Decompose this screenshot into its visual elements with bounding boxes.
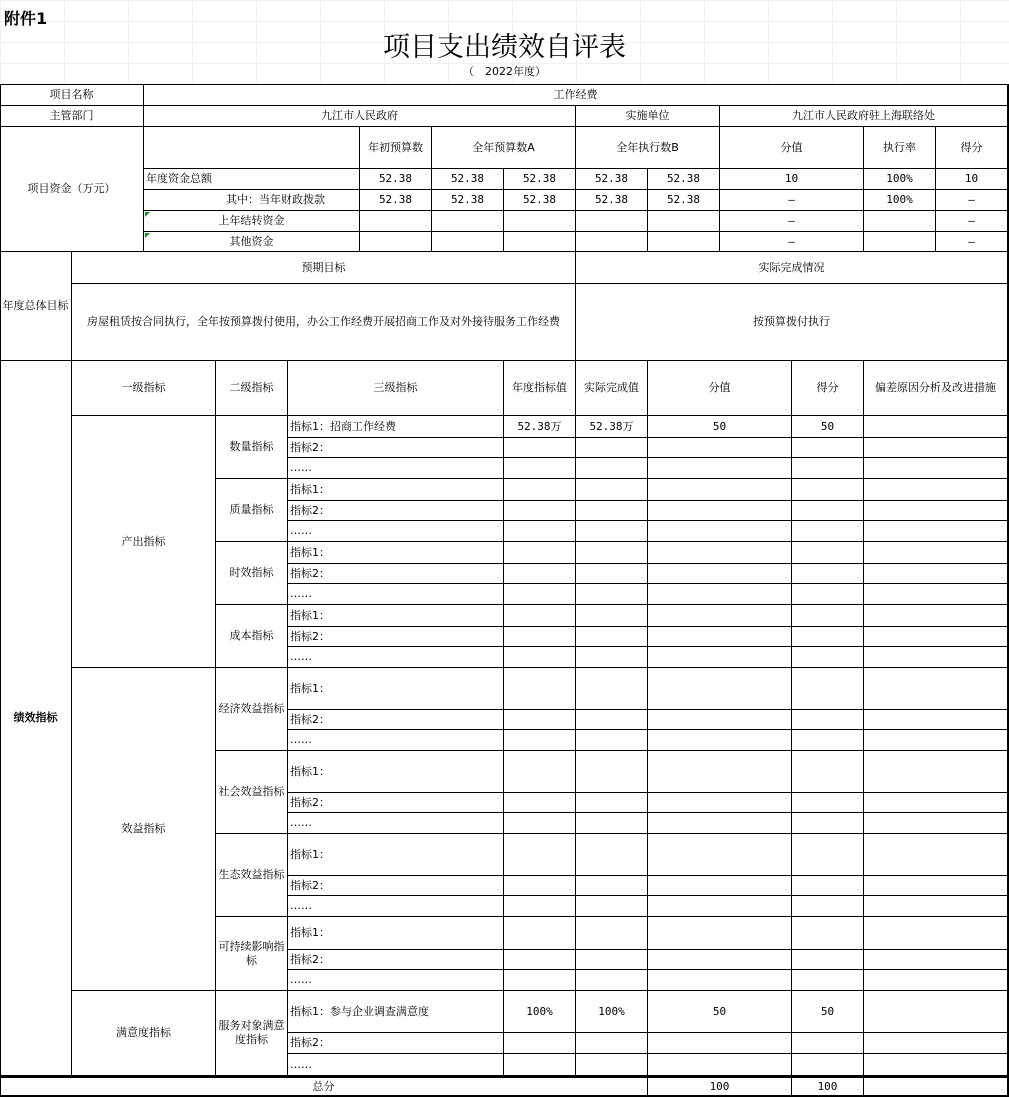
funds-score[interactable]: — bbox=[936, 232, 1008, 252]
indicator-score[interactable] bbox=[792, 501, 864, 521]
funds-score[interactable]: — bbox=[936, 190, 1008, 211]
indicator-deviation[interactable] bbox=[864, 1033, 1008, 1054]
project-name-value[interactable]: 工作经费 bbox=[144, 85, 1008, 106]
indicator-target[interactable] bbox=[504, 710, 576, 730]
level2-4[interactable]: 经济效益指标 bbox=[216, 668, 288, 751]
indicator-name[interactable]: 指标1： bbox=[288, 605, 504, 627]
indicator-deviation[interactable] bbox=[864, 627, 1008, 647]
level2-6[interactable]: 生态效益指标 bbox=[216, 834, 288, 917]
indicator-score[interactable] bbox=[792, 917, 864, 950]
indicator-deviation[interactable] bbox=[864, 876, 1008, 896]
perf-header-4[interactable]: 实际完成值 bbox=[576, 361, 648, 416]
indicator-actual[interactable] bbox=[576, 458, 648, 479]
indicator-deviation[interactable] bbox=[864, 521, 1008, 542]
funds-a1[interactable] bbox=[432, 232, 504, 252]
indicator-value[interactable]: 50 bbox=[648, 991, 792, 1033]
indicator-score[interactable] bbox=[792, 1054, 864, 1076]
indicator-name[interactable]: 指标2： bbox=[288, 1033, 504, 1054]
indicator-value[interactable] bbox=[648, 730, 792, 751]
total-blank[interactable] bbox=[864, 1076, 1008, 1096]
indicator-deviation[interactable] bbox=[864, 896, 1008, 917]
indicator-score[interactable] bbox=[792, 896, 864, 917]
indicator-value[interactable] bbox=[648, 501, 792, 521]
indicator-name[interactable]: 指标1： bbox=[288, 542, 504, 564]
indicator-target[interactable] bbox=[504, 793, 576, 813]
indicator-value[interactable] bbox=[648, 970, 792, 991]
indicator-value[interactable] bbox=[648, 917, 792, 950]
impl-value[interactable]: 九江市人民政府驻上海联络处 bbox=[720, 106, 1008, 127]
level2-0[interactable]: 数量指标 bbox=[216, 416, 288, 479]
level2-3[interactable]: 成本指标 bbox=[216, 605, 288, 668]
indicator-value[interactable] bbox=[648, 458, 792, 479]
indicator-deviation[interactable] bbox=[864, 564, 1008, 584]
indicator-actual[interactable] bbox=[576, 501, 648, 521]
indicator-value[interactable] bbox=[648, 605, 792, 627]
indicator-name[interactable]: …… bbox=[288, 1054, 504, 1076]
cell-note-marker bbox=[145, 233, 150, 238]
indicator-deviation[interactable] bbox=[864, 1054, 1008, 1076]
funds-header-score[interactable]: 得分 bbox=[936, 127, 1008, 169]
indicator-value[interactable] bbox=[648, 542, 792, 564]
funds-score-value[interactable]: 10 bbox=[720, 169, 864, 190]
level2-7[interactable]: 可持续影响指标 bbox=[216, 917, 288, 991]
indicator-score[interactable] bbox=[792, 542, 864, 564]
indicator-name[interactable]: 指标1： bbox=[288, 834, 504, 876]
funds-initial[interactable]: 52.38 bbox=[360, 190, 432, 211]
funds-a1[interactable] bbox=[432, 211, 504, 232]
funds-score-value[interactable]: — bbox=[720, 211, 864, 232]
expected-goal-text[interactable]: 房屋租赁按合同执行，全年按预算拨付使用，办公工作经费开展招商工作及对外接待服务工作经费 bbox=[72, 284, 576, 361]
indicator-deviation[interactable] bbox=[864, 584, 1008, 605]
indicator-score[interactable] bbox=[792, 793, 864, 813]
indicator-deviation[interactable] bbox=[864, 751, 1008, 793]
indicator-value[interactable] bbox=[648, 834, 792, 876]
indicator-score[interactable] bbox=[792, 438, 864, 458]
indicator-deviation[interactable] bbox=[864, 501, 1008, 521]
funds-b1[interactable] bbox=[576, 211, 648, 232]
indicator-name[interactable]: …… bbox=[288, 730, 504, 751]
funds-score[interactable]: — bbox=[936, 211, 1008, 232]
indicator-target[interactable] bbox=[504, 1054, 576, 1076]
funds-score[interactable]: 10 bbox=[936, 169, 1008, 190]
indicator-target[interactable] bbox=[504, 1033, 576, 1054]
indicator-target[interactable] bbox=[504, 458, 576, 479]
indicator-name[interactable]: 指标1：招商工作经费 bbox=[288, 416, 504, 438]
indicator-deviation[interactable] bbox=[864, 479, 1008, 501]
indicator-value[interactable]: 50 bbox=[648, 416, 792, 438]
indicator-value[interactable] bbox=[648, 1054, 792, 1076]
indicator-actual[interactable]: 52.38万 bbox=[576, 416, 648, 438]
indicator-name[interactable]: 指标2： bbox=[288, 564, 504, 584]
indicator-score[interactable]: 50 bbox=[792, 416, 864, 438]
indicator-value[interactable] bbox=[648, 668, 792, 710]
indicator-score[interactable] bbox=[792, 834, 864, 876]
level1-output[interactable]: 产出指标 bbox=[72, 416, 216, 668]
funds-rate[interactable] bbox=[864, 232, 936, 252]
indicator-value[interactable] bbox=[648, 479, 792, 501]
indicator-target[interactable] bbox=[504, 876, 576, 896]
indicator-actual[interactable] bbox=[576, 710, 648, 730]
indicator-actual[interactable] bbox=[576, 605, 648, 627]
indicator-name[interactable]: 指标2： bbox=[288, 710, 504, 730]
funds-label[interactable]: 项目资金（万元） bbox=[0, 127, 144, 252]
indicator-name[interactable]: 指标2： bbox=[288, 793, 504, 813]
indicator-actual[interactable] bbox=[576, 876, 648, 896]
indicator-deviation[interactable] bbox=[864, 438, 1008, 458]
indicator-deviation[interactable] bbox=[864, 542, 1008, 564]
indicator-target[interactable] bbox=[504, 605, 576, 627]
indicator-score[interactable] bbox=[792, 1033, 864, 1054]
indicator-score[interactable] bbox=[792, 950, 864, 970]
funds-header-initial[interactable]: 年初预算数 bbox=[360, 127, 432, 169]
indicator-actual[interactable] bbox=[576, 970, 648, 991]
indicator-value[interactable] bbox=[648, 710, 792, 730]
indicator-name[interactable]: 指标2： bbox=[288, 950, 504, 970]
indicator-value[interactable] bbox=[648, 1033, 792, 1054]
indicator-name[interactable]: …… bbox=[288, 458, 504, 479]
funds-a1[interactable]: 52.38 bbox=[432, 190, 504, 211]
indicator-score[interactable] bbox=[792, 605, 864, 627]
funds-initial[interactable]: 52.38 bbox=[360, 169, 432, 190]
indicator-deviation[interactable] bbox=[864, 647, 1008, 668]
indicator-deviation[interactable] bbox=[864, 710, 1008, 730]
funds-row-label[interactable]: 年度资金总额 bbox=[144, 169, 360, 190]
funds-score-value[interactable]: — bbox=[720, 232, 864, 252]
indicator-deviation[interactable] bbox=[864, 970, 1008, 991]
indicator-actual[interactable] bbox=[576, 542, 648, 564]
total-value[interactable]: 100 bbox=[648, 1076, 792, 1096]
indicator-name[interactable]: 指标2： bbox=[288, 876, 504, 896]
expected-goal-header[interactable]: 预期目标 bbox=[72, 252, 576, 284]
indicator-score[interactable] bbox=[792, 584, 864, 605]
indicator-deviation[interactable] bbox=[864, 917, 1008, 950]
indicator-name[interactable]: 指标1： bbox=[288, 668, 504, 710]
indicator-score[interactable] bbox=[792, 970, 864, 991]
indicator-actual[interactable] bbox=[576, 564, 648, 584]
indicator-target[interactable] bbox=[504, 438, 576, 458]
perf-header-5[interactable]: 分值 bbox=[648, 361, 792, 416]
indicator-score[interactable] bbox=[792, 627, 864, 647]
indicator-score[interactable] bbox=[792, 521, 864, 542]
indicator-actual[interactable] bbox=[576, 627, 648, 647]
indicator-name[interactable]: …… bbox=[288, 647, 504, 668]
indicator-score[interactable] bbox=[792, 647, 864, 668]
level1-satisfaction[interactable]: 满意度指标 bbox=[72, 991, 216, 1076]
indicator-value[interactable] bbox=[648, 793, 792, 813]
indicator-actual[interactable] bbox=[576, 668, 648, 710]
dept-value[interactable]: 九江市人民政府 bbox=[144, 106, 576, 127]
performance-label[interactable]: 绩效指标 bbox=[0, 361, 72, 1076]
indicator-score[interactable] bbox=[792, 564, 864, 584]
perf-header-2[interactable]: 三级指标 bbox=[288, 361, 504, 416]
indicator-score[interactable] bbox=[792, 813, 864, 834]
perf-header-3[interactable]: 年度指标值 bbox=[504, 361, 576, 416]
funds-b2[interactable]: 52.38 bbox=[648, 190, 720, 211]
indicator-value[interactable] bbox=[648, 896, 792, 917]
indicator-deviation[interactable] bbox=[864, 950, 1008, 970]
indicator-value[interactable] bbox=[648, 564, 792, 584]
funds-a2[interactable]: 52.38 bbox=[504, 190, 576, 211]
funds-b1[interactable]: 52.38 bbox=[576, 169, 648, 190]
level1-benefit[interactable]: 效益指标 bbox=[72, 668, 216, 991]
funds-header-blank[interactable] bbox=[144, 127, 360, 169]
funds-header-rate[interactable]: 执行率 bbox=[864, 127, 936, 169]
indicator-deviation[interactable] bbox=[864, 668, 1008, 710]
indicator-actual[interactable] bbox=[576, 896, 648, 917]
indicator-target[interactable] bbox=[504, 834, 576, 876]
level2-8[interactable]: 服务对象满意度指标 bbox=[216, 991, 288, 1076]
indicator-name[interactable]: 指标2： bbox=[288, 501, 504, 521]
level2-2[interactable]: 时效指标 bbox=[216, 542, 288, 605]
indicator-target[interactable] bbox=[504, 627, 576, 647]
indicator-score[interactable] bbox=[792, 876, 864, 896]
funds-score-value[interactable]: — bbox=[720, 190, 864, 211]
attachment-label: 附件1 bbox=[4, 9, 48, 28]
indicator-actual[interactable] bbox=[576, 647, 648, 668]
funds-b2[interactable] bbox=[648, 232, 720, 252]
funds-initial[interactable] bbox=[360, 211, 432, 232]
funds-row-label[interactable]: 上年结转资金 bbox=[144, 211, 360, 232]
indicator-deviation[interactable] bbox=[864, 416, 1008, 438]
funds-b1[interactable]: 52.38 bbox=[576, 190, 648, 211]
indicator-score[interactable] bbox=[792, 710, 864, 730]
perf-header-1[interactable]: 二级指标 bbox=[216, 361, 288, 416]
indicator-target[interactable] bbox=[504, 647, 576, 668]
indicator-actual[interactable] bbox=[576, 1054, 648, 1076]
funds-initial[interactable] bbox=[360, 232, 432, 252]
perf-header-0[interactable]: 一级指标 bbox=[72, 361, 216, 416]
indicator-target[interactable] bbox=[504, 564, 576, 584]
funds-a2[interactable] bbox=[504, 232, 576, 252]
indicator-target[interactable]: 52.38万 bbox=[504, 416, 576, 438]
indicator-score[interactable] bbox=[792, 730, 864, 751]
indicator-name[interactable]: 指标2： bbox=[288, 438, 504, 458]
funds-a2[interactable]: 52.38 bbox=[504, 169, 576, 190]
indicator-target[interactable] bbox=[504, 917, 576, 950]
indicator-deviation[interactable] bbox=[864, 813, 1008, 834]
indicator-target[interactable] bbox=[504, 542, 576, 564]
funds-rate[interactable] bbox=[864, 211, 936, 232]
indicator-deviation[interactable] bbox=[864, 458, 1008, 479]
indicator-target[interactable] bbox=[504, 479, 576, 501]
perf-header-6[interactable]: 得分 bbox=[792, 361, 864, 416]
indicator-name[interactable]: 指标1： bbox=[288, 917, 504, 950]
dept-label[interactable]: 主管部门 bbox=[0, 106, 144, 127]
indicator-target[interactable] bbox=[504, 896, 576, 917]
indicator-actual[interactable] bbox=[576, 521, 648, 542]
indicator-value[interactable] bbox=[648, 438, 792, 458]
indicator-value[interactable] bbox=[648, 751, 792, 793]
indicator-target[interactable] bbox=[504, 813, 576, 834]
funds-rate[interactable]: 100% bbox=[864, 190, 936, 211]
indicator-value[interactable] bbox=[648, 950, 792, 970]
indicator-deviation[interactable] bbox=[864, 605, 1008, 627]
indicator-deviation[interactable] bbox=[864, 730, 1008, 751]
funds-header-a[interactable]: 全年预算数A bbox=[432, 127, 576, 169]
level2-1[interactable]: 质量指标 bbox=[216, 479, 288, 542]
indicator-score[interactable] bbox=[792, 668, 864, 710]
indicator-deviation[interactable] bbox=[864, 991, 1008, 1033]
project-name-label[interactable]: 项目名称 bbox=[0, 85, 144, 106]
indicator-actual[interactable] bbox=[576, 793, 648, 813]
indicator-name[interactable]: 指标1： bbox=[288, 479, 504, 501]
indicator-score[interactable] bbox=[792, 751, 864, 793]
indicator-target[interactable] bbox=[504, 668, 576, 710]
year-subtitle: （ 2022年度） bbox=[463, 65, 546, 78]
indicator-actual[interactable] bbox=[576, 751, 648, 793]
funds-row-label[interactable]: 其中：当年财政拨款 bbox=[144, 190, 360, 211]
indicator-name[interactable]: …… bbox=[288, 896, 504, 917]
funds-b2[interactable] bbox=[648, 211, 720, 232]
indicator-actual[interactable] bbox=[576, 730, 648, 751]
funds-rate[interactable]: 100% bbox=[864, 169, 936, 190]
indicator-deviation[interactable] bbox=[864, 793, 1008, 813]
indicator-actual[interactable] bbox=[576, 813, 648, 834]
perf-header-7[interactable]: 偏差原因分析及改进措施 bbox=[864, 361, 1008, 416]
indicator-value[interactable] bbox=[648, 647, 792, 668]
indicator-score[interactable] bbox=[792, 479, 864, 501]
funds-b1[interactable] bbox=[576, 232, 648, 252]
indicator-value[interactable] bbox=[648, 627, 792, 647]
indicator-name[interactable]: …… bbox=[288, 521, 504, 542]
actual-text[interactable]: 按预算拨付执行 bbox=[576, 284, 1008, 361]
total-score[interactable]: 100 bbox=[792, 1076, 864, 1096]
indicator-name[interactable]: …… bbox=[288, 813, 504, 834]
page-title: 项目支出绩效自评表 bbox=[383, 32, 626, 63]
indicator-name[interactable]: 指标2： bbox=[288, 627, 504, 647]
funds-a2[interactable] bbox=[504, 211, 576, 232]
indicator-name[interactable]: 指标1： bbox=[288, 751, 504, 793]
funds-header-score-value[interactable]: 分值 bbox=[720, 127, 864, 169]
indicator-deviation[interactable] bbox=[864, 834, 1008, 876]
indicator-score[interactable]: 50 bbox=[792, 991, 864, 1033]
funds-a1[interactable]: 52.38 bbox=[432, 169, 504, 190]
indicator-value[interactable] bbox=[648, 521, 792, 542]
indicator-target[interactable] bbox=[504, 950, 576, 970]
indicator-target[interactable] bbox=[504, 751, 576, 793]
annual-goal-label[interactable]: 年度总体目标 bbox=[0, 252, 72, 361]
indicator-name[interactable]: 指标1：参与企业调查满意度 bbox=[288, 991, 504, 1033]
indicator-target[interactable] bbox=[504, 521, 576, 542]
indicator-actual[interactable] bbox=[576, 1033, 648, 1054]
indicator-actual[interactable] bbox=[576, 950, 648, 970]
indicator-actual[interactable] bbox=[576, 479, 648, 501]
indicator-value[interactable] bbox=[648, 584, 792, 605]
indicator-actual[interactable]: 100% bbox=[576, 991, 648, 1033]
indicator-name[interactable]: …… bbox=[288, 970, 504, 991]
cell-note-marker bbox=[145, 212, 150, 217]
indicator-score[interactable] bbox=[792, 458, 864, 479]
funds-row-label[interactable]: 其他资金 bbox=[144, 232, 360, 252]
indicator-target[interactable] bbox=[504, 730, 576, 751]
indicator-actual[interactable] bbox=[576, 584, 648, 605]
indicator-value[interactable] bbox=[648, 813, 792, 834]
indicator-actual[interactable] bbox=[576, 834, 648, 876]
indicator-target[interactable] bbox=[504, 970, 576, 991]
indicator-value[interactable] bbox=[648, 876, 792, 896]
indicator-target[interactable] bbox=[504, 584, 576, 605]
funds-b2[interactable]: 52.38 bbox=[648, 169, 720, 190]
indicator-actual[interactable] bbox=[576, 917, 648, 950]
indicator-actual[interactable] bbox=[576, 438, 648, 458]
indicator-target[interactable]: 100% bbox=[504, 991, 576, 1033]
funds-header-b[interactable]: 全年执行数B bbox=[576, 127, 720, 169]
impl-label[interactable]: 实施单位 bbox=[576, 106, 720, 127]
level2-5[interactable]: 社会效益指标 bbox=[216, 751, 288, 834]
indicator-target[interactable] bbox=[504, 501, 576, 521]
total-label[interactable]: 总分 bbox=[0, 1076, 648, 1096]
indicator-name[interactable]: …… bbox=[288, 584, 504, 605]
actual-header[interactable]: 实际完成情况 bbox=[576, 252, 1008, 284]
